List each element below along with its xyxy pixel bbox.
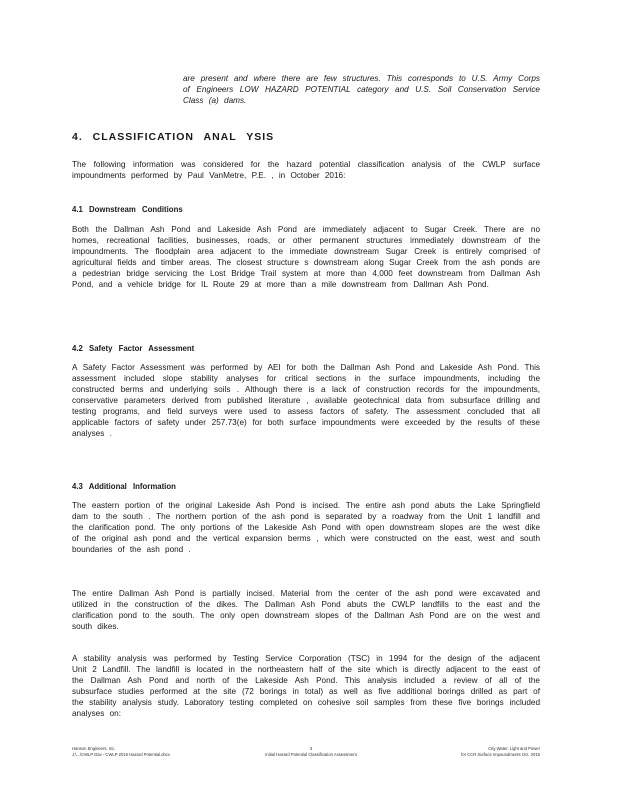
subsection-4-3-text-3: A stability analysis was performed by Testing Service Corporation (TSC) in 1994 for the design of the adjacent Unit 2 Landfill. The landfill is located in the northeastern half of the site which is directly adjacent to the east of the Dallman Ash Pond and north of the Lakeside Ash Pond. This analysis included a review of all of the subsurface studies performed at the site (72 borings in total) as well as five additional borings drilled as part of the stability analysis study. Laboratory testing completed on cohesive soil samples from these five borings included analyses on: <box>72 654 540 718</box>
subsection-4-2-text: A Safety Factor Assessment was performed by AEI for both the Dallman Ash Pond and Lakeside Ash Pond. This assessment included slope stability analyses for critical sections in the surface impoundments, including the constructed berms and underlying soils . Although there is a lack of construction records for the impoundments, conservative parameters derived from published literature , available geotechnical data from subsurface drilling and testing programs, and field surveys were used to assess factors of safety. The assessment concluded that all applicable factors of safety under 257.73(e) for both surface impoundments were exceeded by the results of these analyses . <box>72 363 540 438</box>
subsection-4-2-title: 4.2 Safety Factor Assessment <box>72 344 195 353</box>
section-title: 4. CLASSIFICATION ANAL YSIS <box>72 131 275 143</box>
subsection-4-3-title: 4.3 Additional Information <box>72 482 176 491</box>
subsection-4-2-body <box>72 362 540 439</box>
footer-page-number: 3 <box>309 746 313 751</box>
subsection-4-1-text: Both the Dallman Ash Pond and Lakeside Ash Pond are immediately adjacent to Sugar Creek. There are no homes, recreational facilities, businesses, roads, or other permanent structures immediately downstream of the impoundments. The floodplain area adjacent to the immediate downstream Sugar Creek is entirely comprised of agricultural fields and timber areas. The closest structure s downstream along Sugar Creek from the ash ponds are a pedestrian bridge servicing the Lost Bridge Trail system at more than 4,000 feet downstream from Dallman Ash Pond, and a vehicle bridge for IL Route 29 at more than a mile downstream from Dallman Ash Pond. <box>72 225 540 289</box>
intro-text: are present and where there are few structures. This corresponds to U.S. Army Corps of Engineers LOW HAZARD POTENTIAL category and U.S. Soil Conservation Service Class (a) dams. <box>183 74 540 105</box>
subsection-4-3-para-2 <box>72 588 540 632</box>
subsection-4-3-para-3 <box>72 653 540 719</box>
subsection-4-1-body <box>72 224 540 290</box>
footer-file-path: J:\...\CWLP Dav - CWLP 2016 Hazard Potential.docx <box>72 752 171 757</box>
footer-company: Hanson Engineers, Inc. <box>72 746 116 751</box>
subsection-4-3-para-1 <box>72 500 540 555</box>
footer-report-title: Initial Hazard Potential Classification Assessment <box>265 752 357 757</box>
subsection-4-3-text-1: The eastern portion of the original Lakeside Ash Pond is incised. The entire ash pond abuts the Lake Springfield dam to the south . The northern portion of the ash pond is separated by a roadway from the Unit 1 landfill and the clarification pond. The only portions of the Lakeside Ash Pond with open downstream slopes are the west dike of the original ash pond and the vertical expansion berms , which were constructed on the east, west and south boundaries of the ash pond . <box>72 501 540 554</box>
page-footer <box>72 746 540 758</box>
footer-report-subject: for CCR Surface Impoundments Oct. 2016 <box>461 752 540 757</box>
footer-client: City Water, Light and Power <box>488 746 540 751</box>
intro-paragraph <box>183 73 540 106</box>
section-intro <box>72 159 540 181</box>
subsection-4-1-title: 4.1 Downstream Conditions <box>72 205 183 214</box>
subsection-4-3-text-2: The entire Dallman Ash Pond is partially incised. Material from the center of the ash pond were excavated and utilized in the construction of the dikes. The Dallman Ash Pond abuts the CWLP landfills to the east and the clarification pond to the south. The only open downstream slopes of the Dallman Ash Pond are on the west and south dikes. <box>72 589 540 631</box>
section-intro-text: The following information was considered for the hazard potential classification analysis of the CWLP surface impoundments performed by Paul VanMetre, P.E. , in October 2016: <box>72 160 540 180</box>
